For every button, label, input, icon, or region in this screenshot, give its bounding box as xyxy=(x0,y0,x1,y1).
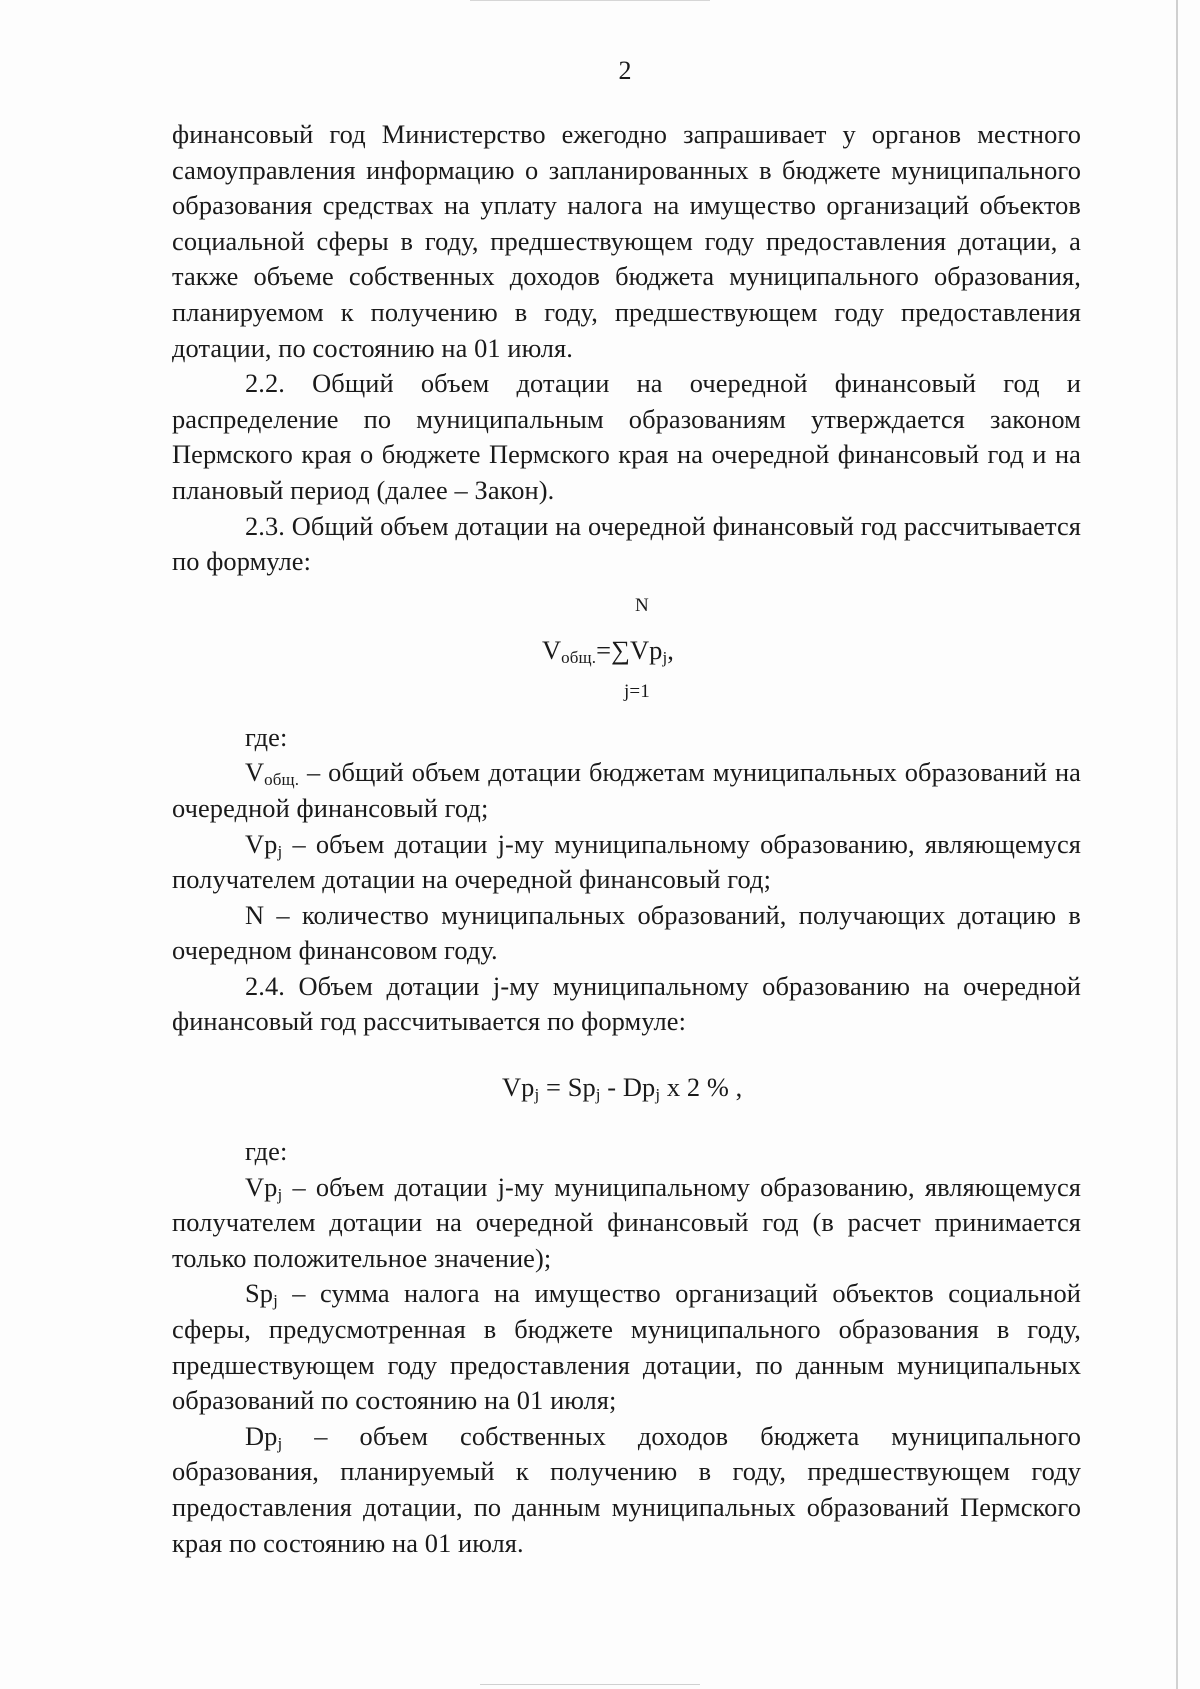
sum-upper-limit: N xyxy=(635,594,649,616)
where-label-2: где: xyxy=(245,1136,288,1167)
formula-dp-symbol: Dp xyxy=(622,1072,656,1103)
paragraph-continuation: финансовый год Министерство ежегодно запрашивает у органов местного самоуправления информацию о запланированных в бюджете муниципального образования средствах на уплату налога на имущество организаций объектов социальной сферы в году, предшествующем году предоставления дотации, а также объеме собственных доходов бюджета муниципального образования, планируемом к получению в году, предшествующем году предоставления дотации, по состоянию на 01 июля. xyxy=(172,119,1081,363)
formula-sp-subscript: j xyxy=(595,1085,601,1105)
definition-v-total xyxy=(172,755,1081,826)
formula-dp-subscript: j xyxy=(655,1085,661,1105)
formula-sum-expression xyxy=(542,634,674,666)
def-symbol: Vp xyxy=(245,1171,278,1202)
page-number: 2 xyxy=(618,56,632,85)
formula-sum-sign: =∑ xyxy=(596,634,630,665)
scan-edge-bottom xyxy=(480,1684,700,1685)
formula-total-volume xyxy=(172,580,1081,720)
formula-v-symbol: V xyxy=(542,634,562,665)
formula-equals: = xyxy=(539,1072,568,1103)
scan-edge-right xyxy=(1176,0,1178,1689)
definition-spj xyxy=(172,1276,1081,1418)
sum-lower-limit: j=1 xyxy=(624,680,650,702)
def-symbol: Vp xyxy=(245,828,278,859)
formula-vp-subscript: j xyxy=(662,647,668,667)
paragraph-2-3: 2.3. Общий объем дотации на очередной финансовый год рассчитывается по формуле: xyxy=(172,510,1081,577)
def-symbol: Dp xyxy=(245,1420,278,1451)
formula-sp-symbol: Sp xyxy=(567,1072,596,1103)
def-symbol: Sp xyxy=(245,1278,274,1309)
def-text: – объем собственных доходов бюджета муниципального образования, планируемый к получению в году, предшествующем году предоставления дотации, по данным муниципальных образований Пермского края по состоянию на 01 июля. xyxy=(172,1420,1081,1558)
def-subscript: общ. xyxy=(264,770,300,790)
definition-dpj xyxy=(172,1419,1081,1561)
where-label-1: где: xyxy=(245,721,288,752)
formula-vp-subscript: j xyxy=(534,1085,540,1105)
formula-trailing-comma: , xyxy=(667,634,674,665)
def-subscript: j xyxy=(277,1184,283,1204)
def-text: – общий объем дотации бюджетам муниципальных образований на очередной финансовый год; xyxy=(172,757,1081,823)
def-text: – сумма налога на имущество организаций объектов социальной сферы, предусмотренная в бюджете муниципального образования в году, предшествующем году предоставления дотации, по данным муниципальных образований по состоянию на 01 июля; xyxy=(172,1278,1081,1416)
formula-sum xyxy=(542,596,782,706)
def-subscript: j xyxy=(277,1433,283,1453)
def-subscript: j xyxy=(277,841,283,861)
formula-vpj-expression xyxy=(502,1070,742,1106)
def-subscript: j xyxy=(273,1291,278,1311)
scan-edge-top xyxy=(470,0,710,1)
formula-rest: х 2 % , xyxy=(660,1072,743,1103)
formula-vp-symbol: Vp xyxy=(629,634,663,665)
definition-vpj-2 xyxy=(172,1170,1081,1277)
definition-n: N – количество муниципальных образований, получающих дотацию в очередном финансовом году. xyxy=(172,899,1081,966)
paragraph-2-2: 2.2. Общий объем дотации на очередной финансовый год и распределение по муниципальным образованиям утверждается законом Пермского края о бюджете Пермского края на очередной финансовый год и на плановый период (далее – Закон). xyxy=(172,368,1081,505)
formula-v-subscript: общ. xyxy=(561,647,597,667)
formula-vp-symbol: Vp xyxy=(502,1072,535,1103)
formula-municipal-volume xyxy=(172,1040,1081,1134)
def-text: – объем дотации j-му муниципальному образованию, являющемуся получателем дотации на очередной финансовый год; xyxy=(172,828,1081,895)
def-symbol: V xyxy=(245,757,265,788)
definition-vpj-1 xyxy=(172,827,1081,898)
formula-minus: - xyxy=(600,1072,623,1103)
document-body xyxy=(172,117,1081,1561)
def-text: – объем дотации j-му муниципальному образованию, являющемуся получателем дотации на очередной финансовый год (в расчет принимается только положительное значение); xyxy=(172,1171,1081,1273)
paragraph-2-4: 2.4. Объем дотации j-му муниципальному образованию на очередной финансовый год рассчитывается по формуле: xyxy=(172,970,1081,1037)
